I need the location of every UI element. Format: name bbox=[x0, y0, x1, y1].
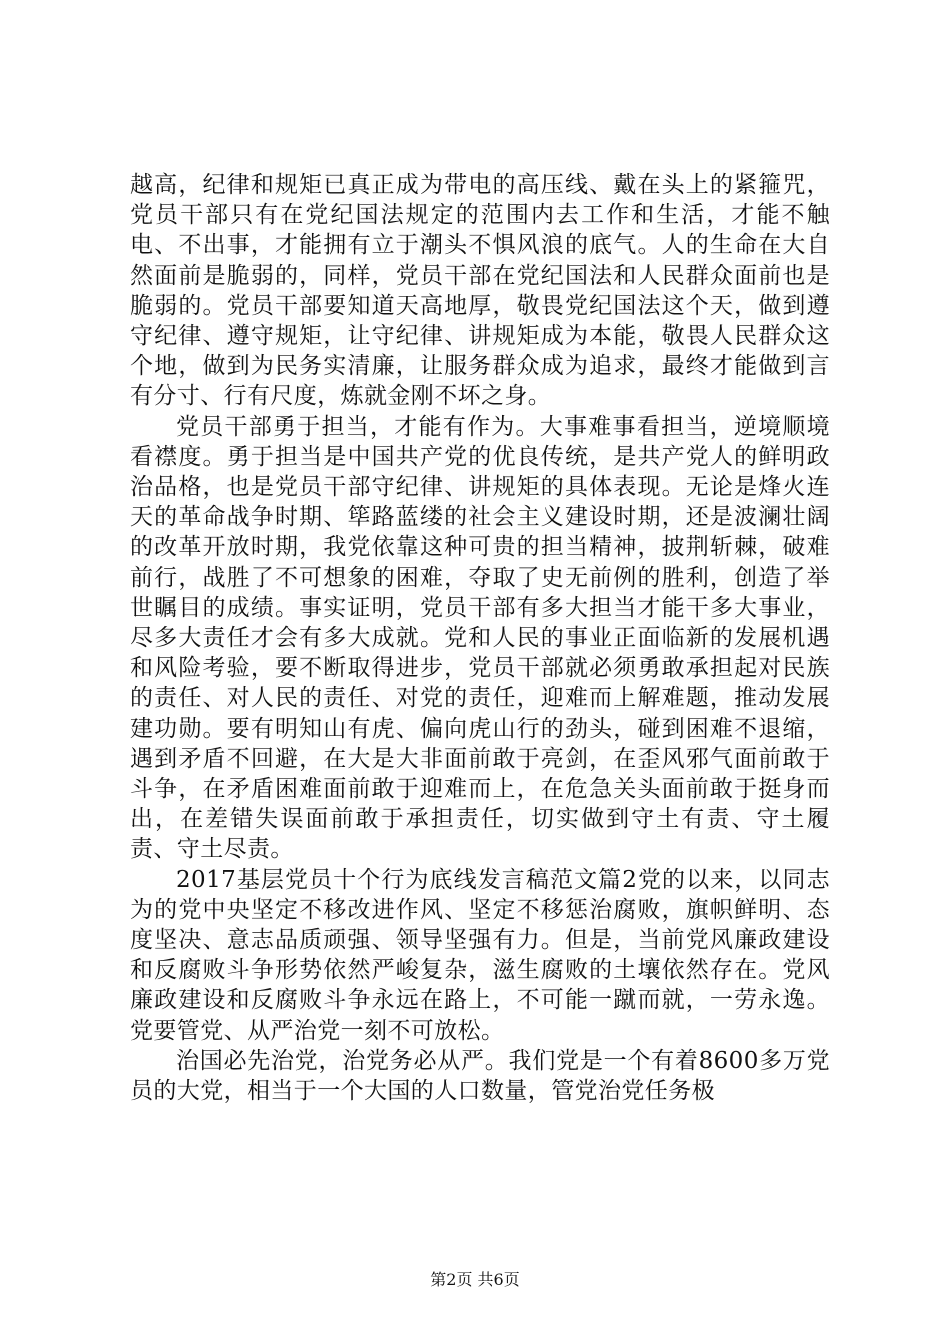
paragraph-continued: 越高，纪律和规矩已真正成为带电的高压线、戴在头上的紧箍咒，党员干部只有在党纪国法规定的范围内去工作和生活，才能不触电、不出事，才能拥有立于潮头不惧风浪的底气。人的生命在大自然面前是脆弱的，同样，党员干部在党纪国法和人民群众面前也是脆弱的。党员干部要知道天高地厚，敬畏党纪国法这个天，做到遵守纪律、遵守规矩，让守纪律、讲规矩成为本能，敬畏人民群众这个地，做到为民务实清廉，让服务群众成为追求，最终才能做到言有分寸、行有尺度，炼就金刚不坏之身。 bbox=[130, 172, 830, 410]
paragraph-responsibility: 党员干部勇于担当，才能有作为。大事难事看担当，逆境顺境看襟度。勇于担当是中国共产党的优良传统，是共产党人的鲜明政治品格，也是党员干部守纪律、讲规矩的具体表现。无论是烽火连天的革命战争时期、筚路蓝缕的社会主义建设时期，还是波澜壮阔的改革开放时期，我党依靠这种可贵的担当精神，披荆斩棘，破难前行，战胜了不可想象的困难，夺取了史无前例的胜利，创造了举世瞩目的成绩。事实证明，党员干部有多大担当才能干多大事业，尽多大责任才会有多大成就。党和人民的事业正面临新的发展机遇和风险考验，要不断取得进步，党员干部就必须勇敢承担起对民族的责任、对人民的责任、对党的责任，迎难而上解难题，推动发展建功勋。要有明知山有虎、偏向虎山行的劲头，碰到困难不退缩，遇到矛盾不回避，在大是大非面前敢于亮剑，在歪风邪气面前敢于斗争，在矛盾困难面前敢于迎难而上，在危急关头面前敢于挺身而出，在差错失误面前敢于承担责任，切实做到守土有责、守土履责、守土尽责。 bbox=[130, 413, 830, 863]
paragraph-speech-part-2: 2017基层党员十个行为底线发言稿范文篇2党的以来，以同志为的党中央坚定不移改进作风、坚定不移惩治腐败，旗帜鲜明、态度坚决、意志品质顽强、领导坚强有力。但是，当前党风廉政建设和反腐败斗争形势依然严峻复杂，滋生腐败的土壤依然存在。党风廉政建设和反腐败斗争永远在路上，不可能一蹴而就，一劳永逸。党要管党、从严治党一刻不可放松。 bbox=[130, 866, 830, 1044]
document-body bbox=[130, 170, 830, 1106]
paragraph-govern-party: 治国必先治党，治党务必从严。我们党是一个有着8600多万党员的大党，相当于一个大国的人口数量，管党治党任务极 bbox=[130, 1047, 830, 1105]
page-number-footer: 第2页 共6页 bbox=[430, 1270, 520, 1289]
